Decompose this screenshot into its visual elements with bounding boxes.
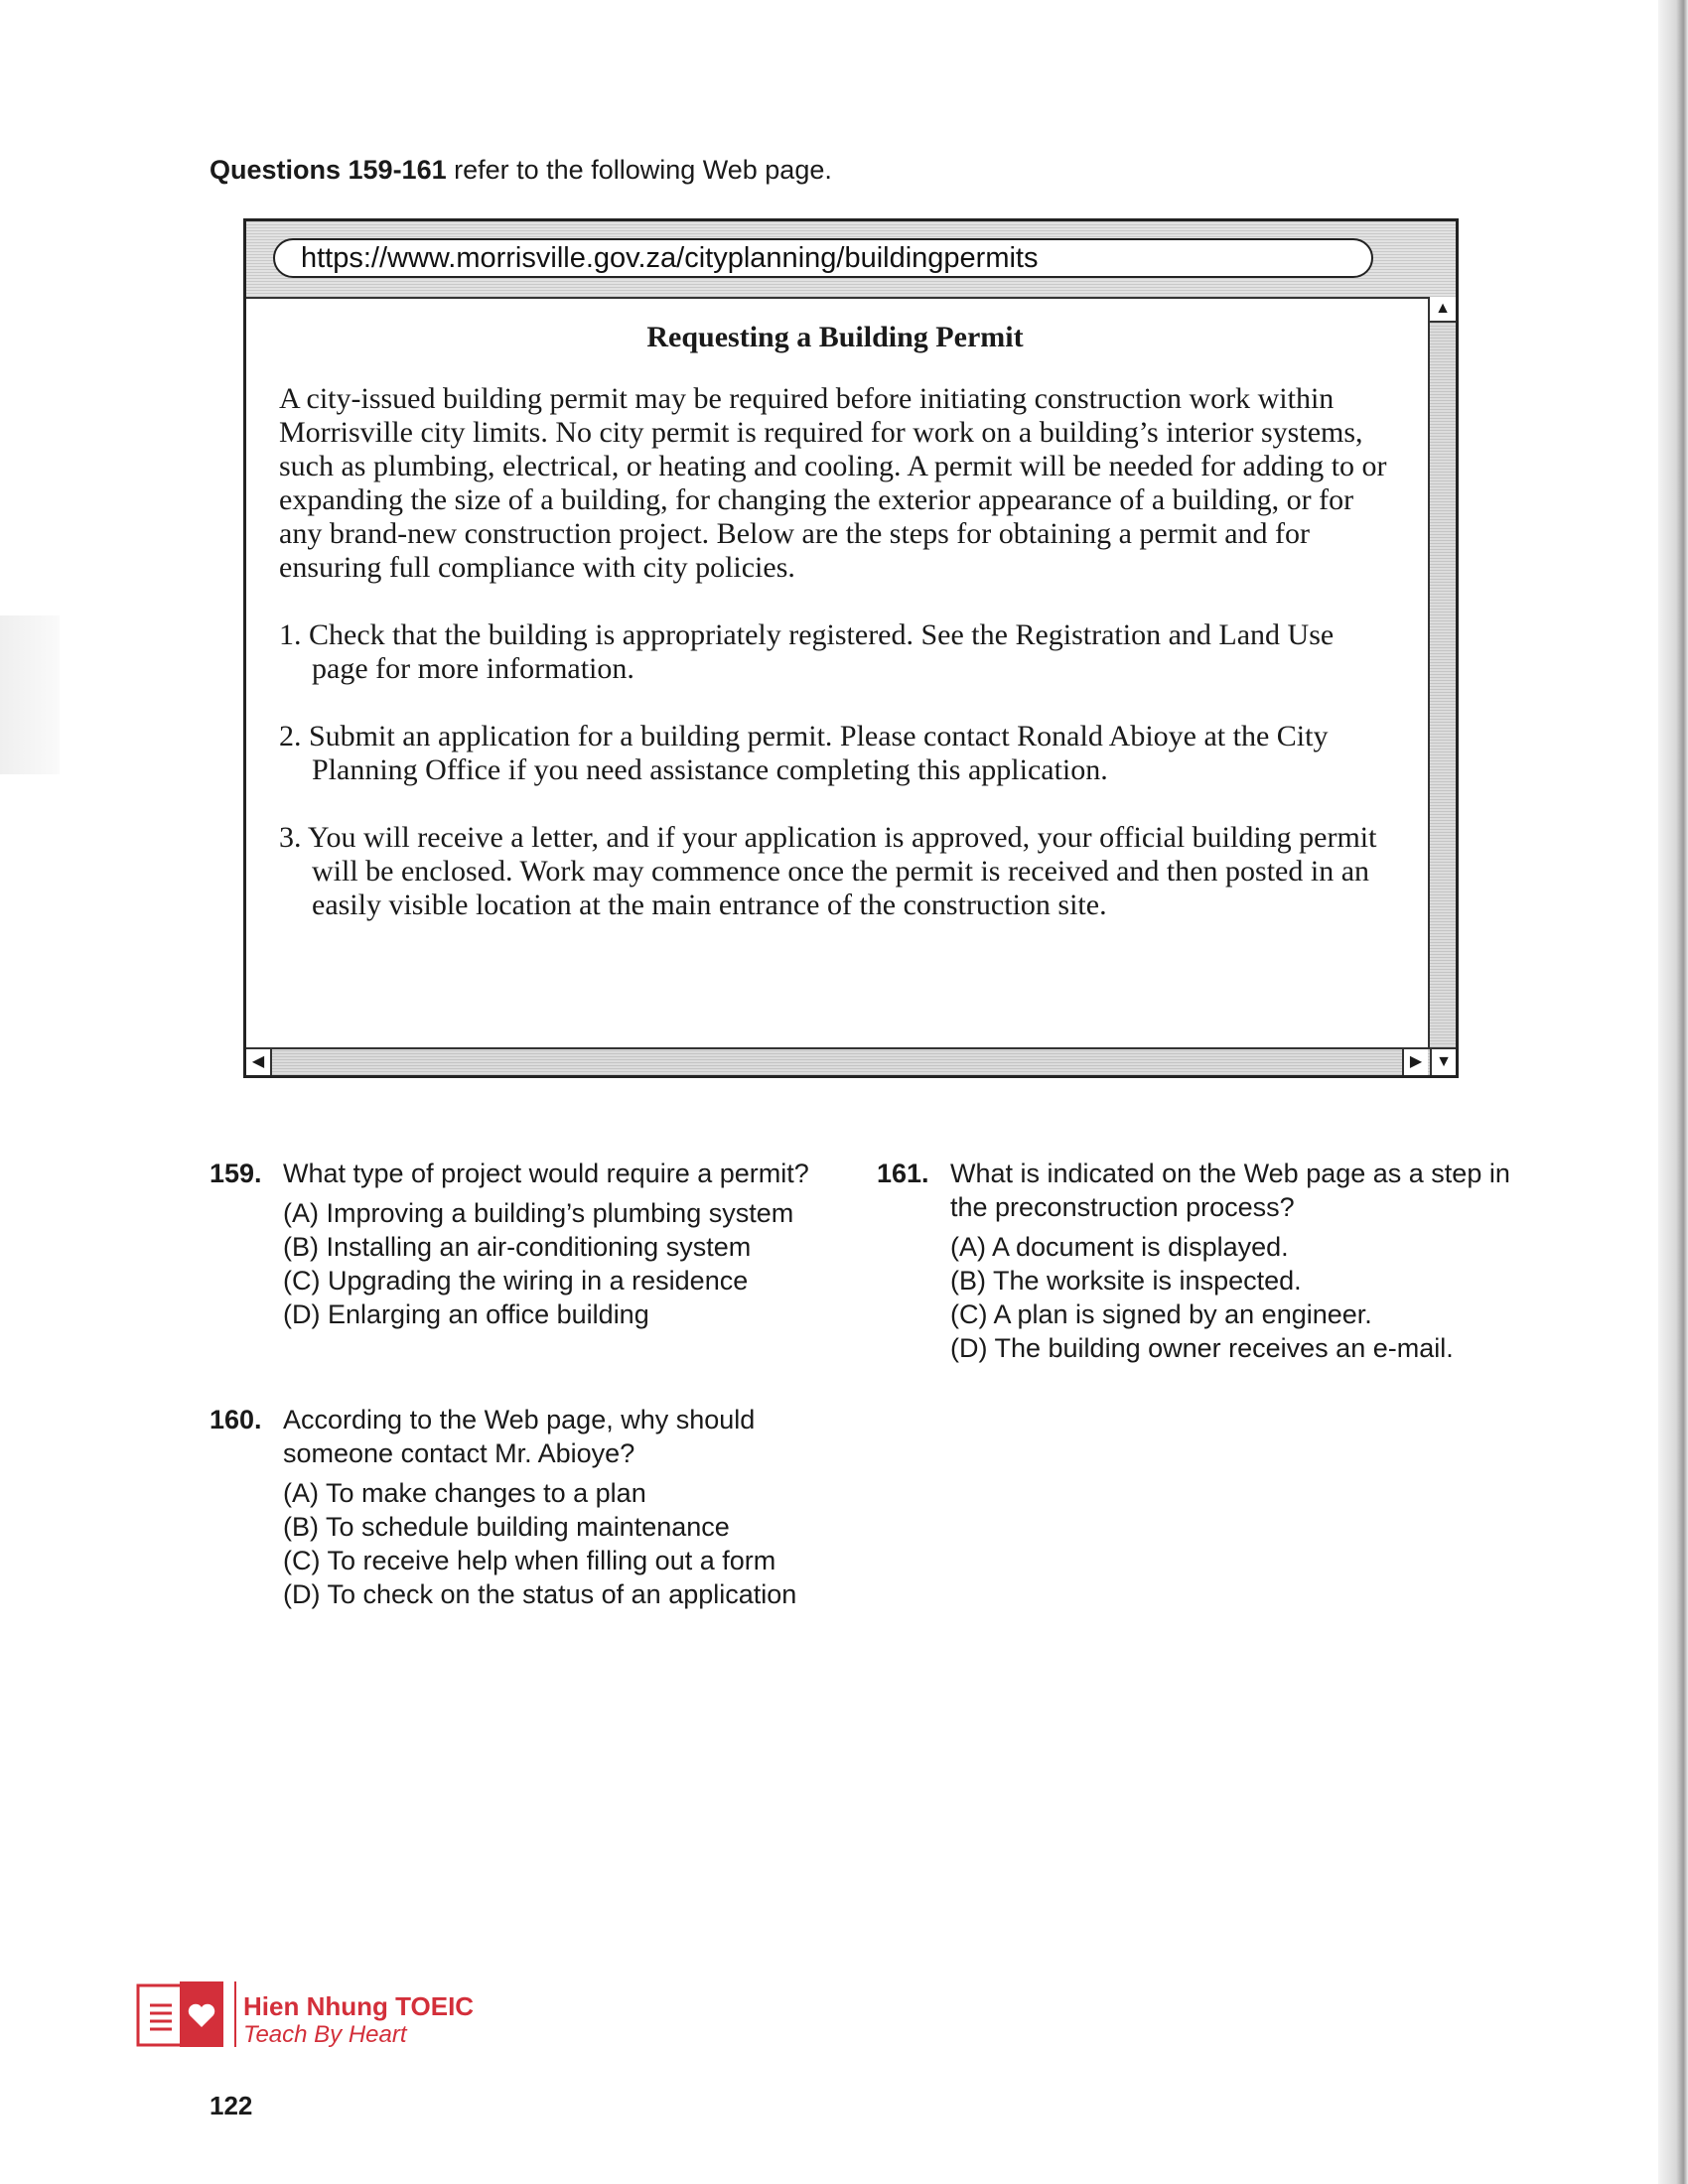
page-edge [1658,0,1688,2184]
answer-option[interactable]: (C) Upgrading the wiring in a residence [283,1266,749,1296]
url-field[interactable]: https://www.morrisville.gov.za/cityplanning/buildingpermits [273,238,1373,278]
question-number: 159. [210,1159,262,1188]
page-heading: Requesting a Building Permit [646,321,1024,353]
question-stem: What type of project would require a permit? [283,1159,809,1188]
question-number: 161. [877,1159,929,1188]
steps-list [279,618,1391,922]
answer-option[interactable]: (A) To make changes to a plan [283,1478,646,1508]
brand-name: Hien Nhung TOEIC [243,1991,475,2021]
answer-option[interactable]: (C) To receive help when filling out a form [283,1546,776,1575]
answer-option[interactable]: (D) The building owner receives an e-mail. [950,1333,1454,1363]
answer-options [950,1230,1512,1365]
step-item: 1. Check that the building is appropriately registered. See the Registration and Land Use page for more information. [279,618,1335,685]
answer-option[interactable]: (D) Enlarging an office building [283,1299,649,1329]
book-heart-icon [136,1979,225,2051]
question-stem: What is indicated on the Web page as a step in the preconstruction process? [950,1159,1510,1222]
question-stem: According to the Web page, why should someone contact Mr. Abioye? [283,1405,756,1468]
intro-text: refer to the following Web page. [446,155,832,185]
address-bar [246,221,1456,299]
answer-option[interactable]: (B) Installing an air-conditioning system [283,1232,752,1262]
answer-options [283,1476,845,1611]
question-160 [210,1403,845,1611]
logo-divider [234,1981,236,2047]
question-161 [877,1157,1512,1365]
answer-option[interactable]: (B) To schedule building maintenance [283,1512,730,1542]
horizontal-scrollbar[interactable] [246,1047,1456,1075]
browser-window [243,218,1459,1078]
web-page-content [279,321,1391,956]
scroll-up-icon[interactable]: ▲ [1430,297,1456,323]
vertical-scrollbar[interactable] [1428,297,1456,1047]
answer-option[interactable]: (A) A document is displayed. [950,1232,1289,1262]
page-number: 122 [210,2091,253,2120]
answer-options [283,1196,845,1331]
answer-option[interactable]: (D) To check on the status of an application [283,1579,797,1609]
step-item: 3. You will receive a letter, and if your application is approved, your official building permit will be enclosed. Work may commence once the permit is received and then posted in an easily visible location at the main entrance of the construction site. [279,821,1377,921]
scroll-left-icon[interactable]: ◀ [246,1049,272,1075]
scroll-down-icon[interactable]: ▼ [1430,1049,1456,1075]
questions-range: Questions 159-161 [210,155,447,185]
answer-option[interactable]: (A) Improving a building’s plumbing system [283,1198,794,1228]
question-number: 160. [210,1405,262,1434]
question-159 [210,1157,845,1331]
brand-tagline: Teach By Heart [243,2021,407,2048]
intro-paragraph: A city-issued building permit may be required before initiating construction work within Morrisville city limits. No city permit is required for work on a building’s interior systems, such as plumbing, electrical, or heating and cooling. A permit will be needed for adding to or expanding the size of a building, for changing the exterior appearance of a building, or for any brand-new construction project. Below are the steps for obtaining a permit and for ensuring full compliance with city policies. [279,382,1387,584]
questions-intro [210,155,832,186]
page-shadow [0,615,60,774]
answer-option[interactable]: (B) The worksite is inspected. [950,1266,1302,1296]
scroll-right-icon[interactable]: ▶ [1402,1049,1428,1075]
answer-option[interactable]: (C) A plan is signed by an engineer. [950,1299,1372,1329]
step-item: 2. Submit an application for a building permit. Please contact Ronald Abioye at the City Planning Office if you need assistance completing this application. [279,720,1329,786]
